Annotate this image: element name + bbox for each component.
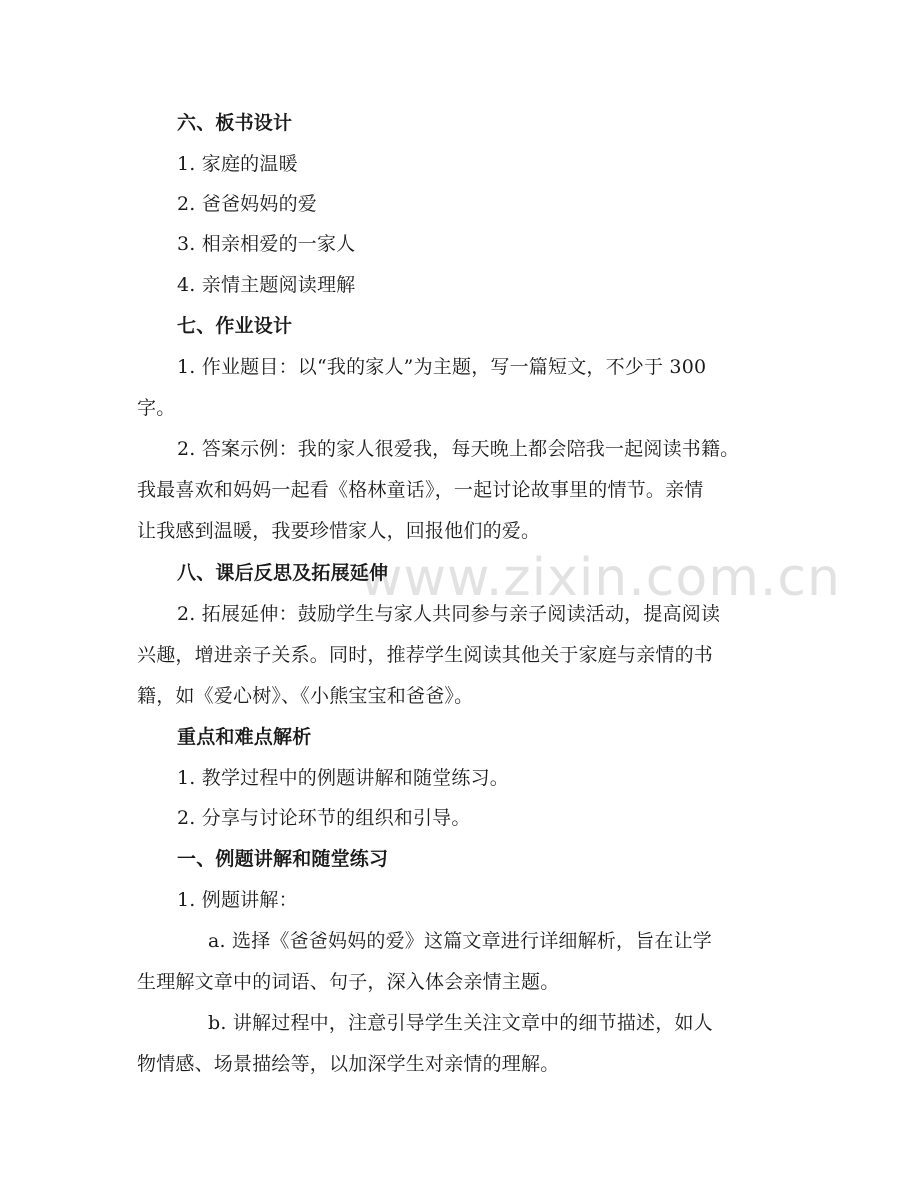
- list-item: 4. 亲情主题阅读理解: [177, 274, 356, 296]
- list-item: 3. 相亲相爱的一家人: [177, 233, 356, 255]
- paragraph-line: 籍，如《爱心树》、《小熊宝宝和爸爸》。: [137, 685, 474, 707]
- paragraph-line: 物情感、场景描绘等，以加深学生对亲情的理解。: [137, 1053, 560, 1075]
- paragraph-line: 2. 拓展延伸：鼓励学生与家人共同参与亲子阅读活动，提高阅读: [177, 603, 721, 625]
- watermark: www.zixin.com.cn: [360, 548, 841, 608]
- paragraph-line: a. 选择《爸爸妈妈的爱》这篇文章进行详细解析，旨在让学: [208, 930, 713, 952]
- section-heading-key-points: 重点和难点解析: [177, 726, 312, 748]
- section-heading-reflection: 八、课后反思及拓展延伸: [177, 562, 389, 584]
- list-item: 2. 爸爸妈妈的爱: [177, 193, 317, 215]
- paragraph-line: 2. 答案示例：我的家人很爱我，每天晚上都会陪我一起阅读书籍。: [177, 438, 740, 460]
- list-item: 1. 例题讲解：: [177, 889, 298, 911]
- paragraph-line: b. 讲解过程中，注意引导学生关注文章中的细节描述，如人: [208, 1012, 713, 1034]
- paragraph-line: 让我感到温暖，我要珍惜家人，回报他们的爱。: [137, 520, 541, 542]
- paragraph-line: 兴趣，增进亲子关系。同时，推荐学生阅读其他关于家庭与亲情的书: [137, 644, 714, 666]
- paragraph-line: 我最喜欢和妈妈一起看《格林童话》，一起讨论故事里的情节。亲情: [137, 479, 704, 501]
- paragraph-line: 1. 作业题目：以“我的家人”为主题，写一篇短文，不少于 300: [177, 356, 707, 378]
- list-item: 2. 分享与讨论环节的组织和引导。: [177, 807, 471, 829]
- section-heading-examples: 一、例题讲解和随堂练习: [177, 848, 389, 870]
- section-heading-homework: 七、作业设计: [177, 315, 293, 337]
- list-item: 1. 教学过程中的例题讲解和随堂练习。: [177, 767, 509, 789]
- paragraph-line: 字。: [137, 397, 176, 419]
- list-item: 1. 家庭的温暖: [177, 153, 298, 175]
- section-heading-board-design: 六、板书设计: [177, 112, 293, 134]
- paragraph-line: 生理解文章中的词语、句子，深入体会亲情主题。: [137, 971, 560, 993]
